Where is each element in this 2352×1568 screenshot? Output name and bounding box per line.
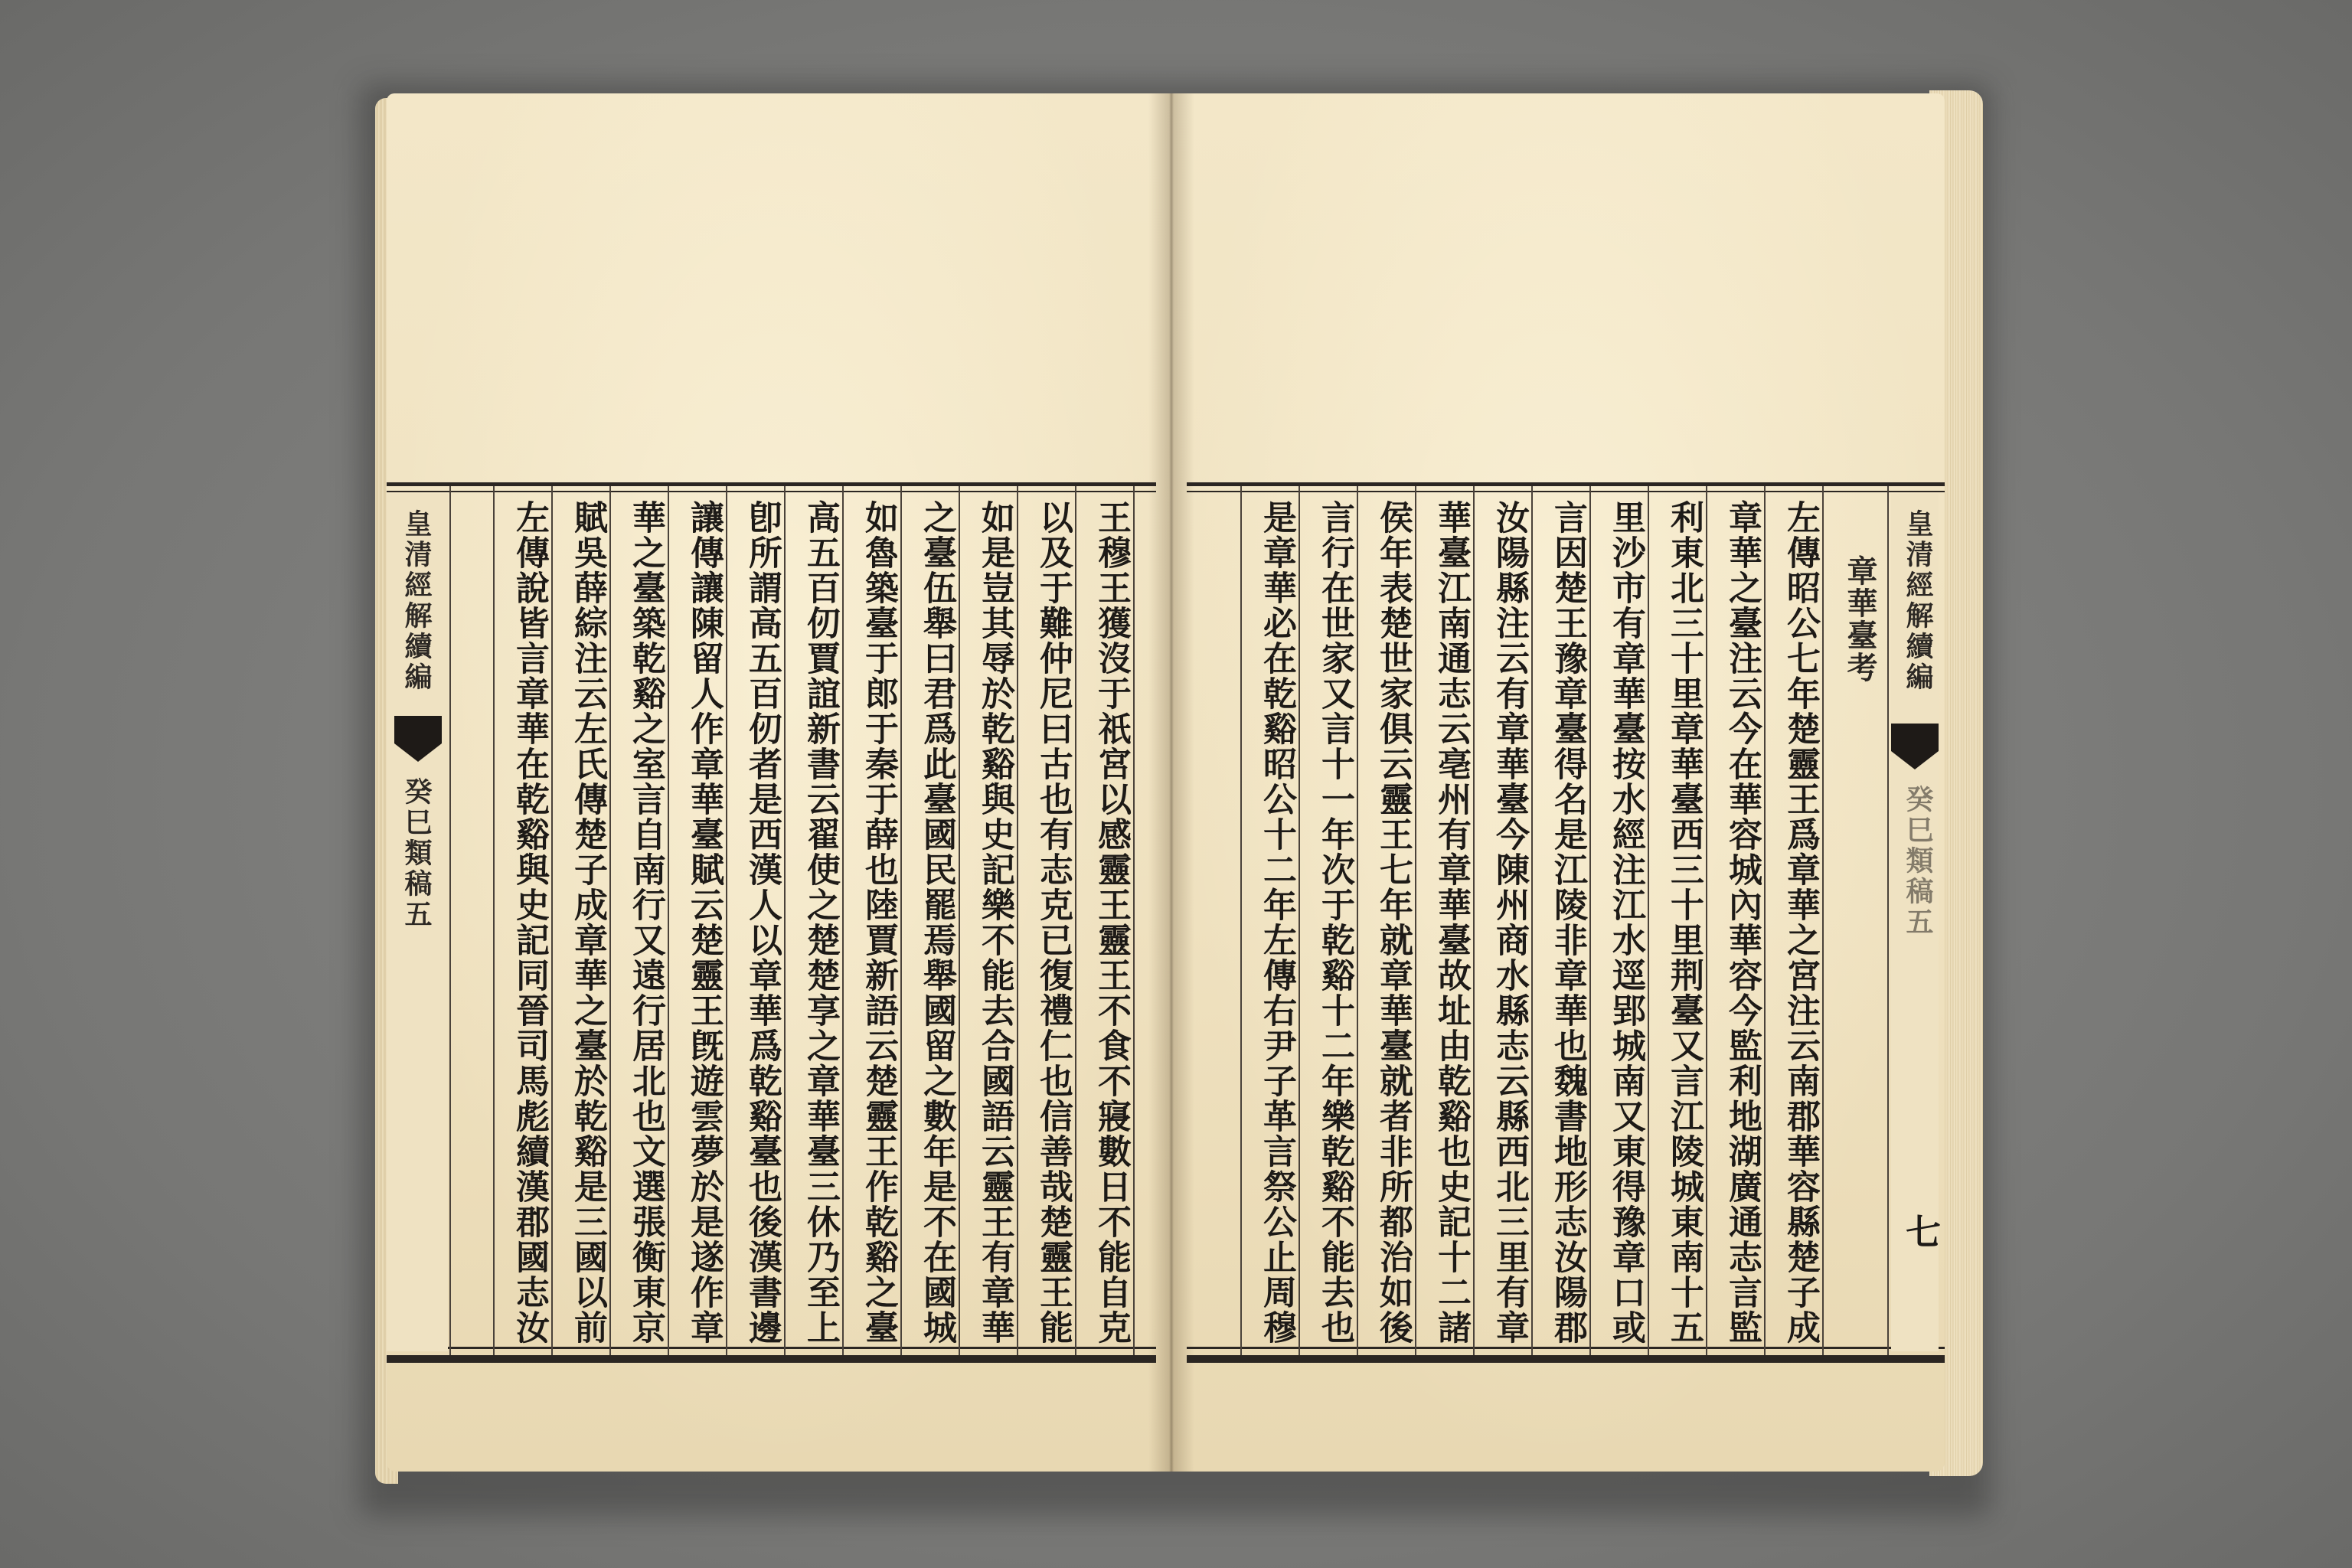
text-column: 讓傳讓陳留人作章華臺賦云楚靈王旣遊雲夢於是遂作章 [684,500,724,1345]
fish-tail-mark [394,716,442,762]
left-text-frame [387,482,1156,1363]
text-column: 之臺伍舉曰君爲此臺國民罷焉舉國留之數年是不在國城 [917,500,956,1345]
text-column: 高五百仞賈誼新書云翟使之楚楚享之章華臺三休乃至上 [801,500,840,1345]
text-column: 里沙市有章華臺按水經注江水逕郢城南又東得豫章口或 [1606,500,1645,1345]
column-rule [449,486,451,1355]
column-rule [1887,486,1889,1355]
text-column: 左傳昭公七年楚靈王爲章華之宮注云南郡華容縣楚子成 [1781,500,1820,1345]
frame-rule [387,1347,1156,1349]
banner-strip [1891,494,1942,1351]
text-column: 華之臺築乾谿之室言自南行又遠行居北也文選張衡東京 [626,500,665,1345]
frame-rule [1187,491,1945,492]
text-column: 是章華必在乾谿昭公十二年左傳右尹子革言祭公止周穆 [1257,500,1296,1345]
fish-tail-mark [1891,724,1939,769]
text-column: 章華之臺注云今在華容城內華容今監利地湖廣通志言監 [1723,500,1762,1345]
text-column: 利東北三十里章華臺西三十里荆臺又言江陵城東南十五 [1664,500,1704,1345]
section-heading: 章華臺考 [1842,555,1878,684]
banner-subtitle: 癸巳類稿五 [1902,785,1934,938]
text-column: 賦吳薛綜注云左氏傳楚子成章華之臺於乾谿是三國以前 [568,500,607,1345]
folio-number: 七 [1900,1214,1942,1249]
frame-rule [387,491,1156,492]
text-column: 以及于難仲尼曰古也有志克已復禮仁也信善哉楚靈王能 [1034,500,1073,1345]
text-column: 王穆王獲沒于祇宮以感靈王靈王不食不寢數日不能自克 [1092,500,1131,1345]
text-column: 華臺江南通志云亳州有章華臺故址由乾谿也史記十二諸 [1432,500,1471,1345]
text-column: 左傳說皆言章華在乾谿與史記同晉司馬彪續漢郡國志汝 [510,500,549,1345]
right-text-frame [1187,482,1945,1363]
banner-title: 皇清經解續編 [1902,509,1934,693]
text-column: 言行在世家又言十一年次于乾谿十二年樂乾谿不能去也 [1315,500,1354,1345]
banner-title: 皇清經解續編 [400,509,433,693]
frame-rule [1187,1347,1945,1349]
text-column: 如是豈其辱於乾谿與史記樂不能去合國語云靈王有章華 [975,500,1014,1345]
banner-subtitle: 癸巳類稿五 [400,777,433,930]
text-column: 卽所謂高五百仞者是西漢人以章華爲乾谿臺也後漢書邊 [743,500,782,1345]
column-rule [1240,486,1242,1355]
text-column: 如魯築臺于郎于秦于薛也陸賈新語云楚靈王作乾谿之臺 [859,500,898,1345]
column-rule [493,486,495,1355]
text-column: 汝陽縣注云有章華臺今陳州商水縣志云縣西北三里有章 [1490,500,1529,1345]
text-column: 侯年表楚世家俱云靈王七年就章華臺就者非所都治如後 [1374,500,1413,1345]
text-column: 言因楚王豫章臺得名是江陵非章華也魏書地形志汝陽郡 [1548,500,1587,1345]
banner-strip [387,494,448,1351]
